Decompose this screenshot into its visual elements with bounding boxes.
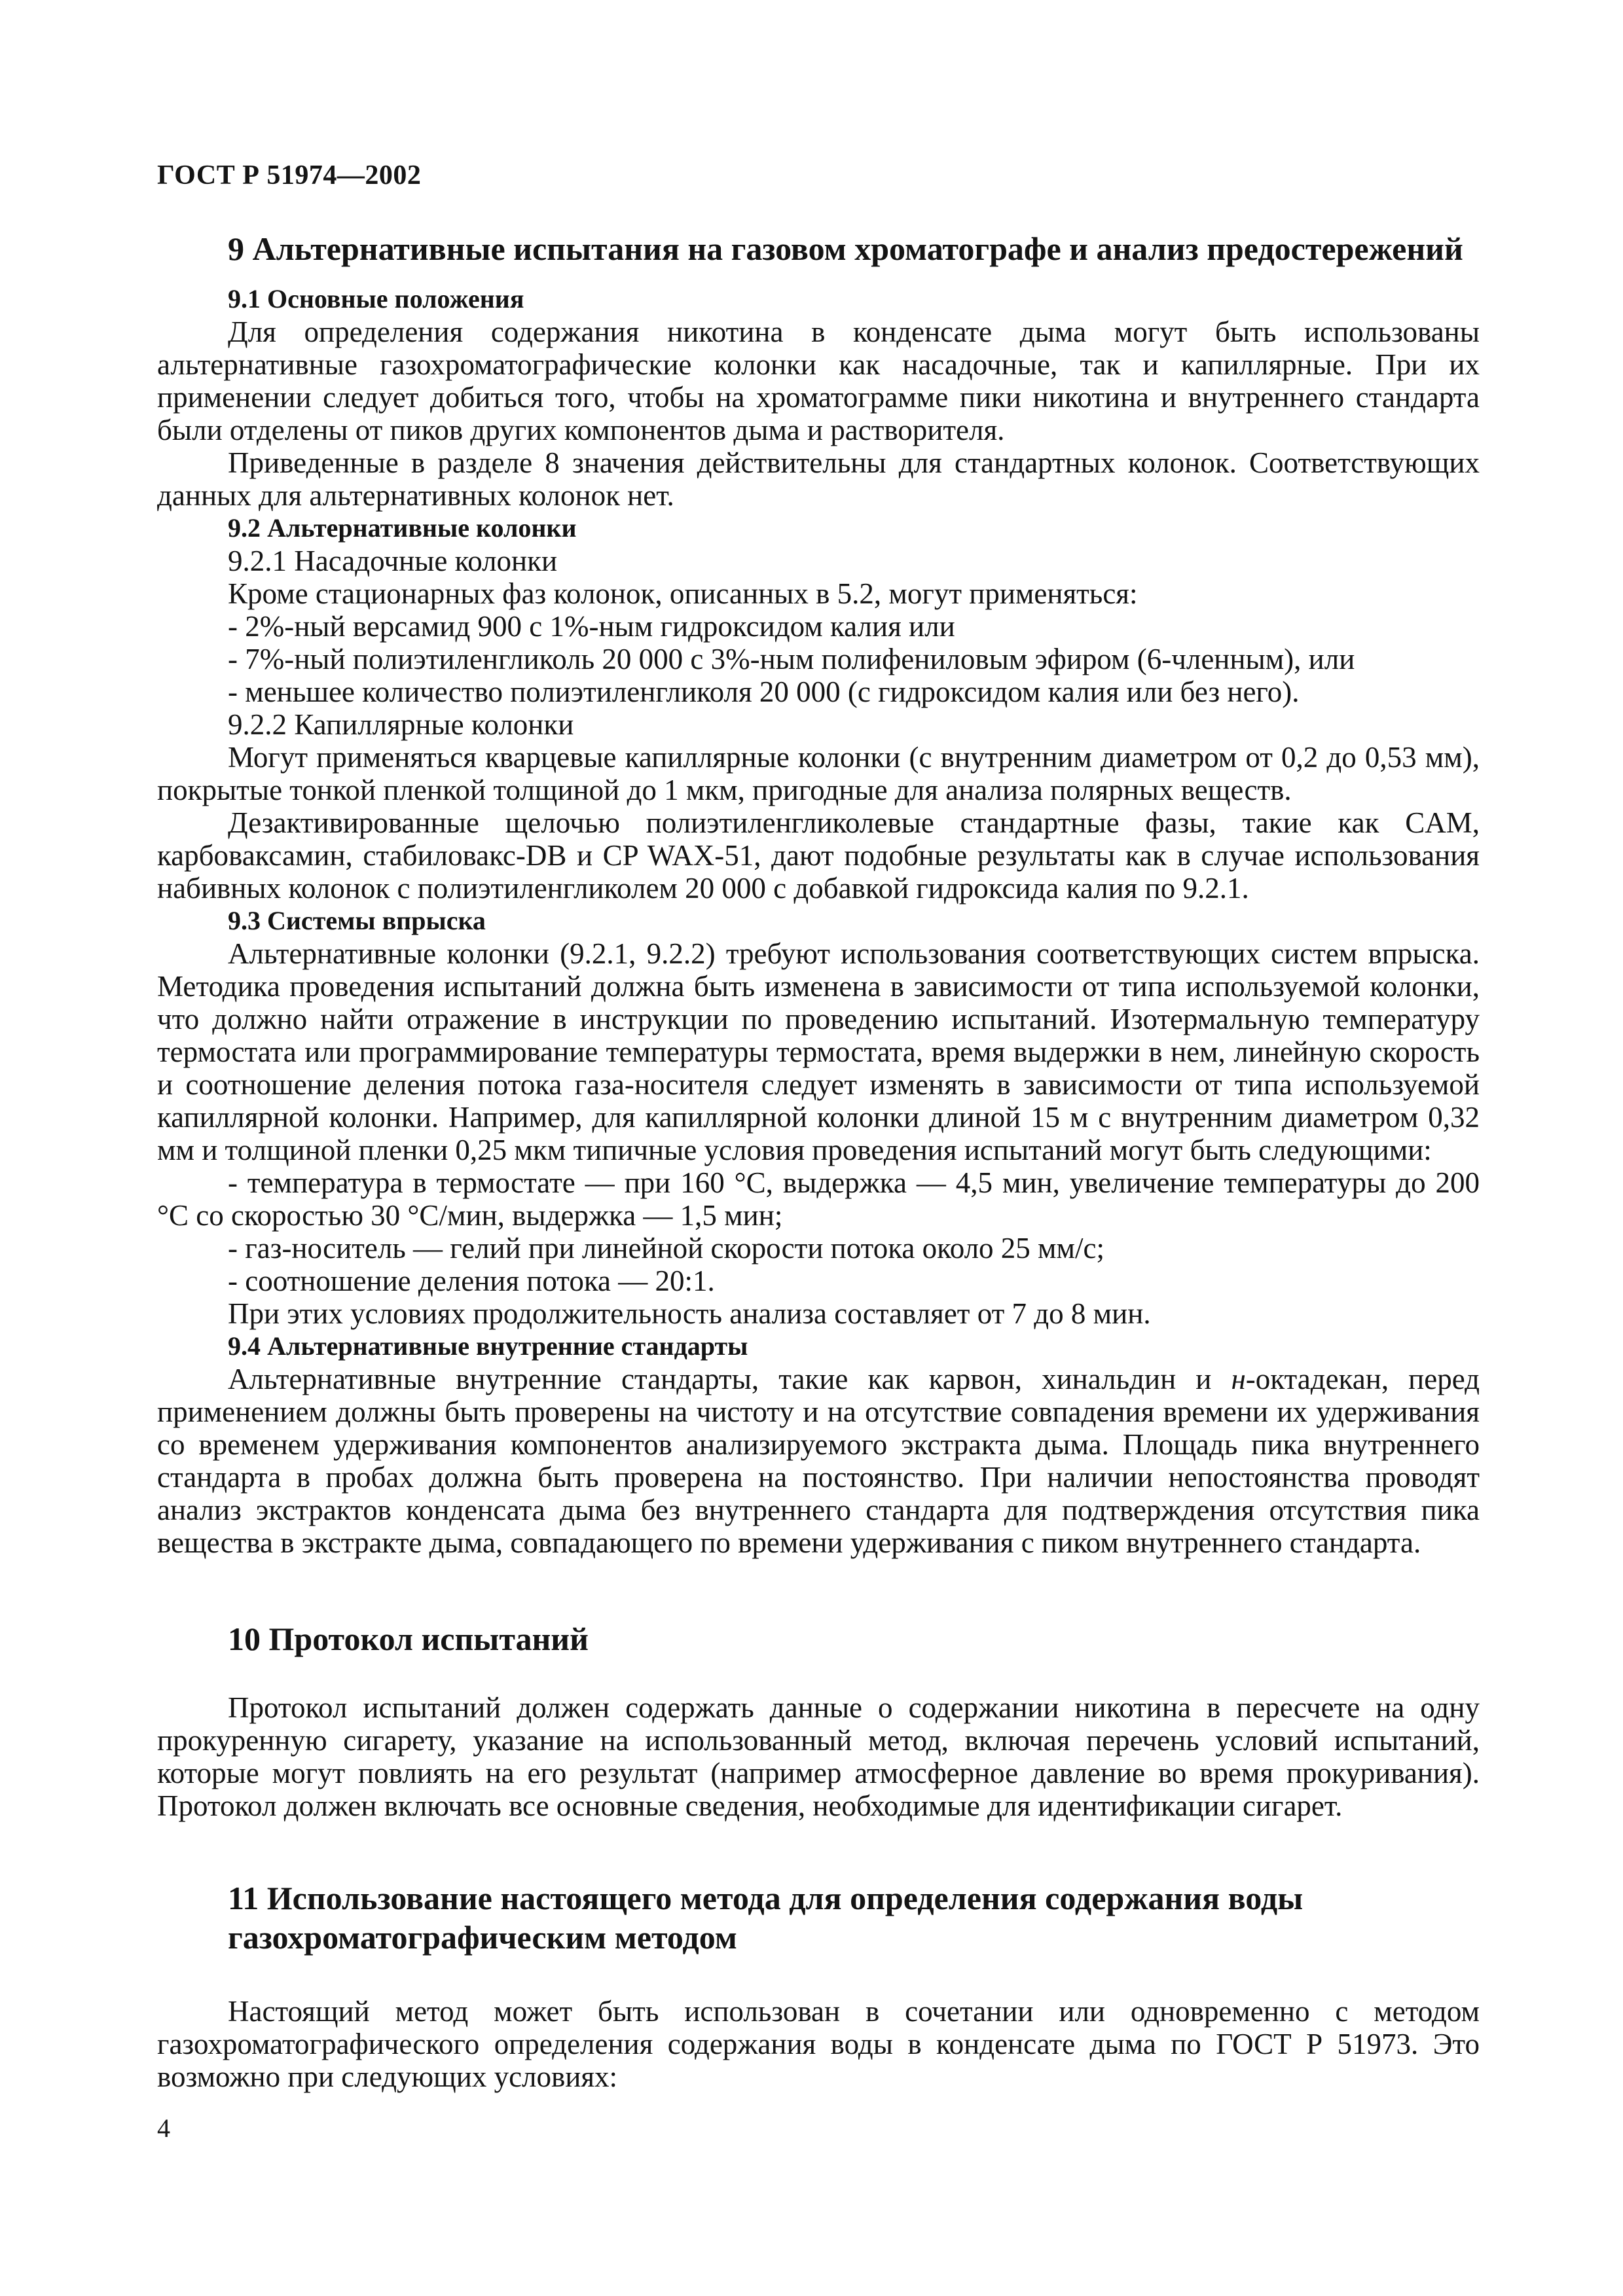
section-10-heading: 10 Протокол испытаний: [228, 1621, 589, 1657]
paragraph-9-2-2-a: Могут применяться кварцевые капиллярные колонки (с внутренним диаметром от 0,2 до 0,53 мм), покрытые тонкой пленкой толщиной до 1 мкм, пригодные для анализа полярных веществ.: [157, 741, 1480, 806]
subsection-9-1-heading: 9.1 Основные положения: [228, 284, 524, 314]
subsection-9-2-1-heading: 9.2.1 Насадочные колонки: [228, 545, 558, 577]
document-code-header: ГОСТ Р 51974—2002: [157, 160, 422, 190]
section-11-heading-line-1: 11 Использование настоящего метода для определения содержания воды: [228, 1880, 1304, 1916]
paragraph-9-2-2-b: Дезактивированные щелочью полиэтиленгликолевые стандартные фазы, такие как CAM, карбоваксамин, стабиловакс-DB и CP WAX-51, дают подобные результаты как в случае использования набивных колонок с полиэтиленгликолем 20 000 с добавкой гидроксида калия по 9.2.1.: [157, 806, 1480, 905]
list-item-9-3-b: - газ-носитель — гелий при линейной скорости потока около 25 мм/с;: [228, 1232, 1104, 1265]
list-item-9-3-a: - температура в термостате — при 160 °С, выдержка — 4,5 мин, увеличение температуры до 200 °С со скоростью 30 °С/мин, выдержка — 1,5 мин;: [157, 1166, 1480, 1232]
paragraph-9-4-text-start: Альтернативные внутренние стандарты, такие как карвон, хинальдин и: [228, 1363, 1231, 1395]
list-item-9-3-c: - соотношение деления потока — 20:1.: [228, 1265, 715, 1297]
subsection-9-2-heading: 9.2 Альтернативные колонки: [228, 513, 577, 543]
paragraph-9-1-b: Приведенные в разделе 8 значения действительны для стандартных колонок. Соответствующих данных для альтернативных колонок нет.: [157, 446, 1480, 512]
page-body: [157, 229, 1480, 2093]
subsection-9-3-heading: 9.3 Системы впрыска: [228, 906, 486, 935]
paragraph-9-4-text-end: -октадекан, перед применением должны быть проверены на чистоту и на отсутствие совпадения времени их удерживания со временем удерживания компонентов анализируемого экстракта дыма. Площадь пика внутреннего стандарта в пробах должна быть проверена на постоянство. При наличии непостоянства проводят анализ экстрактов конденсата дыма без внутреннего стандарта для подтверждения отсутствия пика вещества в экстракте дыма, совпадающего по времени удерживания с пиком внутреннего стандарта.: [157, 1363, 1480, 1559]
subsection-9-4-heading: 9.4 Альтернативные внутренние стандарты: [228, 1331, 748, 1361]
paragraph-9-3-b: При этих условиях продолжительность анализа составляет от 7 до 8 мин.: [228, 1297, 1151, 1330]
list-item-9-2-1-b: - 7%-ный полиэтиленгликоль 20 000 с 3%-ным полифениловым эфиром (6-членным), или: [228, 643, 1355, 675]
section-11-heading: [157, 1878, 1480, 1957]
page-number: 4: [157, 2113, 170, 2143]
list-item-9-2-1-a: - 2%-ный версамид 900 с 1%-ным гидроксидом калия или: [228, 610, 955, 643]
paragraph-9-1-a: Для определения содержания никотина в конденсате дыма могут быть использованы альтернативные газохроматографические колонки как насадочные, так и капиллярные. При их применении следует добиться того, чтобы на хроматограмме пики никотина и внутреннего стандарта были отделены от пиков других компонентов дыма и растворителя.: [157, 315, 1480, 446]
paragraph-10-a: Протокол испытаний должен содержать данные о содержании никотина в пересчете на одну прокуренную сигарету, указание на использованный метод, включая перечень условий испытаний, которые могут повлиять на его результат (например атмосферное давление во время прокуривания). Протокол должен включать все основные сведения, необходимые для идентификации сигарет.: [157, 1691, 1480, 1822]
paragraph-9-2-1-intro: Кроме стационарных фаз колонок, описанных в 5.2, могут применяться:: [228, 577, 1138, 610]
paragraph-11-a: Настоящий метод может быть использован в сочетании или одновременно с методом газохроматографического определения содержания воды в конденсате дыма по ГОСТ Р 51973. Это возможно при следующих условиях:: [157, 1995, 1480, 2093]
italic-letter: н: [1231, 1363, 1246, 1395]
section-11-heading-line-2: газохроматографическим методом: [228, 1919, 737, 1956]
subsection-9-2-2-heading: 9.2.2 Капиллярные колонки: [228, 708, 574, 741]
list-item-9-2-1-c: - меньшее количество полиэтиленгликоля 20 000 (с гидроксидом калия или без него).: [228, 675, 1300, 708]
paragraph-9-3-a: Альтернативные колонки (9.2.1, 9.2.2) требуют использования соответствующих систем впрыска. Методика проведения испытаний должна быть изменена в зависимости от типа используемой колонки, что должно найти отражение в инструкции по проведению испытаний. Изотермальную температуру термостата или программирование температуры термостата, время выдержки в нем, линейную скорость и соотношение деления потока газа-носителя следует изменять в зависимости от типа используемой капиллярной колонки. Например, для капиллярной колонки длиной 15 м с внутренним диаметром 0,32 мм и толщиной пленки 0,25 мкм типичные условия проведения испытаний могут быть следующими:: [157, 937, 1480, 1166]
section-9-heading: 9 Альтернативные испытания на газовом хроматографе и анализ предостережений: [228, 230, 1463, 267]
paragraph-9-4-a: [157, 1363, 1480, 1559]
